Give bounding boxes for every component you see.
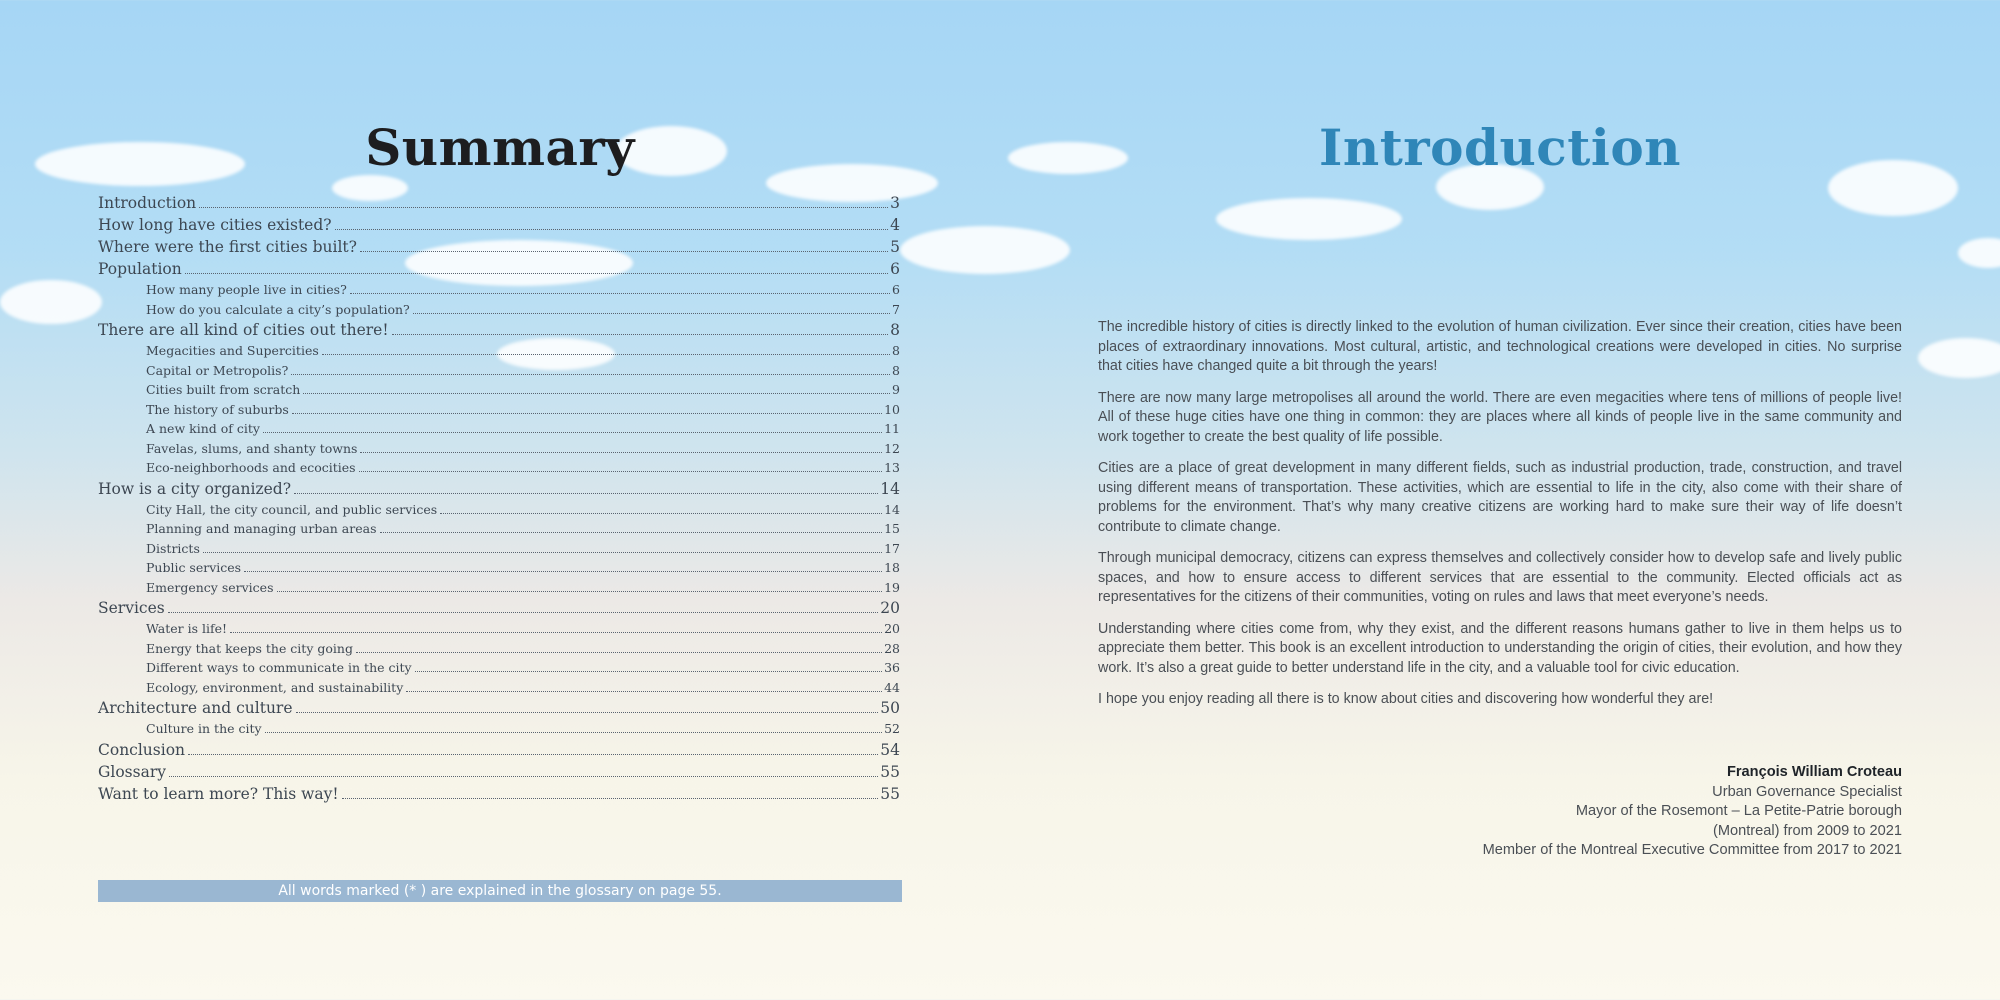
toc-entry-page: 11 bbox=[884, 421, 900, 436]
toc-entry-label: Capital or Metropolis? bbox=[146, 362, 289, 378]
toc-leader-dots bbox=[277, 591, 883, 592]
toc-leader-dots bbox=[169, 776, 878, 777]
toc-leader-dots bbox=[406, 691, 882, 692]
toc-entry bbox=[98, 599, 900, 621]
toc-entry bbox=[98, 441, 900, 461]
toc-leader-dots bbox=[294, 493, 878, 494]
toc-entry-page: 54 bbox=[880, 740, 900, 759]
introduction-page bbox=[1000, 0, 2000, 1000]
signature-name: François William Croteau bbox=[1726, 764, 1902, 780]
toc-entry bbox=[98, 763, 900, 785]
signature-line: Member of the Montreal Executive Committee from 2017 to 2021 bbox=[1482, 842, 1902, 858]
toc-entry-page: 3 bbox=[890, 194, 900, 212]
toc-entry bbox=[98, 402, 900, 422]
toc-entry-label: Emergency services bbox=[146, 579, 274, 595]
toc-entry-label: Districts bbox=[146, 540, 200, 556]
table-of-contents bbox=[98, 194, 900, 807]
toc-entry-label: Glossary bbox=[98, 762, 166, 781]
intro-paragraph: Through municipal democracy, citizens can express themselves and collectively consider how to develop safe and lively public spaces, and how to ensure access to different services that are essential to the community. Elected officials act as representatives for the citizens of their communities, voting on rules and laws that meet everyone’s needs. bbox=[1098, 550, 1902, 605]
toc-leader-dots bbox=[359, 471, 882, 472]
toc-entry bbox=[98, 216, 900, 238]
toc-entry bbox=[98, 302, 900, 322]
toc-entry bbox=[98, 460, 900, 480]
toc-entry-page: 15 bbox=[884, 521, 900, 536]
toc-leader-dots bbox=[322, 354, 890, 355]
signature-line: Mayor of the Rosemont – La Petite-Patrie borough bbox=[1575, 803, 1902, 819]
toc-entry-page: 52 bbox=[884, 721, 900, 736]
toc-entry-label: Services bbox=[98, 599, 165, 617]
toc-entry bbox=[98, 741, 900, 763]
toc-leader-dots bbox=[360, 452, 882, 453]
toc-entry bbox=[98, 521, 900, 541]
toc-entry-page: 55 bbox=[880, 762, 900, 781]
toc-entry-label: The history of suburbs bbox=[146, 401, 289, 417]
toc-entry bbox=[98, 194, 900, 216]
toc-entry-page: 20 bbox=[884, 621, 900, 636]
toc-entry bbox=[98, 363, 900, 383]
toc-leader-dots bbox=[335, 229, 889, 230]
toc-entry bbox=[98, 660, 900, 680]
toc-entry-label: How long have cities existed? bbox=[98, 216, 332, 234]
toc-entry-label: Where were the first cities built? bbox=[98, 238, 357, 256]
intro-paragraph: There are now many large metropolises all around the world. There are even megacities where tens of millions of people live! All of these huge cities have one thing in common: they are places where all kinds of people live in the same community and work together to create the best quality of life possible. bbox=[1098, 389, 1902, 445]
toc-entry-label: How do you calculate a city’s population? bbox=[146, 301, 410, 317]
toc-entry bbox=[98, 621, 900, 641]
toc-leader-dots bbox=[291, 374, 890, 375]
toc-entry bbox=[98, 680, 900, 700]
toc-leader-dots bbox=[265, 732, 883, 733]
toc-entry-label: Population bbox=[98, 260, 182, 278]
glossary-note: All words marked (* ) are explained in the glossary on page 55. bbox=[98, 880, 902, 902]
toc-entry bbox=[98, 785, 900, 807]
toc-entry-page: 14 bbox=[880, 479, 900, 498]
toc-entry-label: Different ways to communicate in the city bbox=[146, 660, 412, 675]
toc-leader-dots bbox=[168, 612, 879, 613]
toc-entry-label: How many people live in cities? bbox=[146, 282, 347, 297]
toc-entry bbox=[98, 560, 900, 580]
toc-leader-dots bbox=[199, 207, 888, 208]
toc-entry bbox=[98, 502, 900, 522]
toc-entry-page: 18 bbox=[884, 560, 900, 575]
toc-leader-dots bbox=[360, 251, 888, 252]
toc-entry bbox=[98, 421, 900, 441]
toc-entry-label: Want to learn more? This way! bbox=[98, 784, 339, 803]
toc-leader-dots bbox=[440, 513, 882, 514]
toc-leader-dots bbox=[185, 273, 888, 274]
toc-entry-page: 4 bbox=[890, 216, 900, 234]
toc-leader-dots bbox=[413, 313, 890, 314]
toc-entry-label: A new kind of city bbox=[146, 421, 260, 436]
toc-entry-page: 12 bbox=[884, 440, 900, 456]
toc-leader-dots bbox=[415, 671, 883, 672]
toc-leader-dots bbox=[244, 571, 882, 572]
toc-entry-label: Cities built from scratch bbox=[146, 382, 301, 397]
toc-entry-page: 8 bbox=[892, 362, 900, 378]
toc-entry-label: Favelas, slums, and shanty towns bbox=[146, 440, 358, 456]
intro-paragraph: Understanding where cities come from, why they exist, and the different reasons humans gather to live in them helps us to appreciate them better. This book is an excellent introduction to understanding the origin of cities, their evolution, and how they work. It’s also a great guide to better understand life in the city, and a valuable tool for civic education. bbox=[1098, 620, 1902, 676]
toc-entry-label: Ecology, environment, and sustainability bbox=[146, 679, 404, 695]
toc-entry-page: 6 bbox=[890, 260, 900, 278]
toc-entry bbox=[98, 321, 900, 343]
toc-entry bbox=[98, 282, 900, 302]
toc-entry-label: Megacities and Supercities bbox=[146, 343, 319, 358]
toc-entry-page: 28 bbox=[884, 640, 900, 656]
toc-entry-page: 10 bbox=[884, 401, 900, 417]
toc-entry-label: How is a city organized? bbox=[98, 479, 292, 498]
toc-entry bbox=[98, 699, 900, 721]
toc-entry-page: 20 bbox=[880, 599, 900, 617]
toc-entry bbox=[98, 641, 900, 661]
toc-entry-page: 50 bbox=[880, 699, 900, 717]
toc-entry bbox=[98, 580, 900, 600]
toc-leader-dots bbox=[392, 334, 889, 335]
toc-entry bbox=[98, 382, 900, 402]
toc-leader-dots bbox=[230, 632, 882, 633]
toc-leader-dots bbox=[356, 652, 882, 653]
toc-entry bbox=[98, 343, 900, 363]
toc-entry-page: 8 bbox=[890, 321, 900, 339]
signature-line: Urban Governance Specialist bbox=[1712, 783, 1902, 800]
introduction-body bbox=[1098, 318, 1902, 722]
toc-entry-label: Culture in the city bbox=[146, 721, 262, 736]
toc-entry-page: 9 bbox=[892, 382, 900, 397]
toc-entry-page: 5 bbox=[890, 238, 900, 256]
toc-leader-dots bbox=[188, 754, 878, 755]
toc-leader-dots bbox=[380, 532, 883, 533]
toc-entry-page: 36 bbox=[884, 660, 900, 675]
signature-block bbox=[1098, 763, 1902, 861]
toc-entry-label: Public services bbox=[146, 560, 242, 575]
toc-entry-label: Eco-neighborhoods and ecocities bbox=[146, 460, 356, 475]
toc-leader-dots bbox=[303, 393, 890, 394]
toc-leader-dots bbox=[342, 798, 879, 799]
toc-entry bbox=[98, 238, 900, 260]
toc-leader-dots bbox=[263, 432, 882, 433]
toc-entry-label: Conclusion bbox=[98, 740, 186, 759]
toc-entry-page: 55 bbox=[880, 784, 900, 803]
toc-leader-dots bbox=[296, 712, 879, 713]
toc-entry bbox=[98, 260, 900, 282]
toc-entry bbox=[98, 541, 900, 561]
introduction-title: Introduction bbox=[1318, 118, 1682, 177]
toc-entry-label: Introduction bbox=[98, 194, 197, 212]
intro-paragraph: Cities are a place of great development in many different fields, such as industrial production, trade, construction, and travel using different means of transportation. These activities, which are essential to life in the city, also come with their share of problems for the environment. That’s why many creative citizens are working hard to make sure their way of life doesn’t contribute to climate change. bbox=[1098, 460, 1902, 535]
toc-leader-dots bbox=[350, 293, 890, 294]
toc-entry-label: City Hall, the city council, and public services bbox=[146, 501, 438, 517]
toc-entry-label: Architecture and culture bbox=[98, 699, 293, 717]
toc-entry-label: Planning and managing urban areas bbox=[146, 521, 377, 536]
toc-entry bbox=[98, 480, 900, 502]
toc-entry-page: 7 bbox=[892, 301, 900, 317]
signature-line: (Montreal) from 2009 to 2021 bbox=[1712, 822, 1902, 839]
toc-entry-page: 14 bbox=[884, 501, 900, 517]
toc-entry-page: 13 bbox=[884, 460, 900, 475]
toc-entry-page: 6 bbox=[892, 282, 900, 297]
toc-entry-page: 44 bbox=[884, 679, 900, 695]
toc-entry-page: 19 bbox=[884, 579, 900, 595]
intro-paragraph: I hope you enjoy reading all there is to know about cities and discovering how wonderful they are! bbox=[1098, 691, 1714, 707]
toc-entry bbox=[98, 721, 900, 741]
toc-entry-label: Water is life! bbox=[146, 621, 228, 636]
toc-entry-page: 8 bbox=[892, 343, 900, 358]
toc-entry-page: 17 bbox=[884, 540, 900, 556]
toc-entry-label: There are all kind of cities out there! bbox=[98, 321, 389, 339]
summary-title: Summary bbox=[365, 118, 635, 177]
intro-paragraph: The incredible history of cities is directly linked to the evolution of human civilization. Ever since their creation, cities have been places of extraordinary innovations. Most cultural, artistic, and technological creations were developed in cities. No surprise that cities have changed quite a bit through the years! bbox=[1098, 319, 1902, 374]
toc-leader-dots bbox=[292, 413, 882, 414]
toc-entry-label: Energy that keeps the city going bbox=[146, 640, 353, 656]
toc-leader-dots bbox=[203, 552, 882, 553]
